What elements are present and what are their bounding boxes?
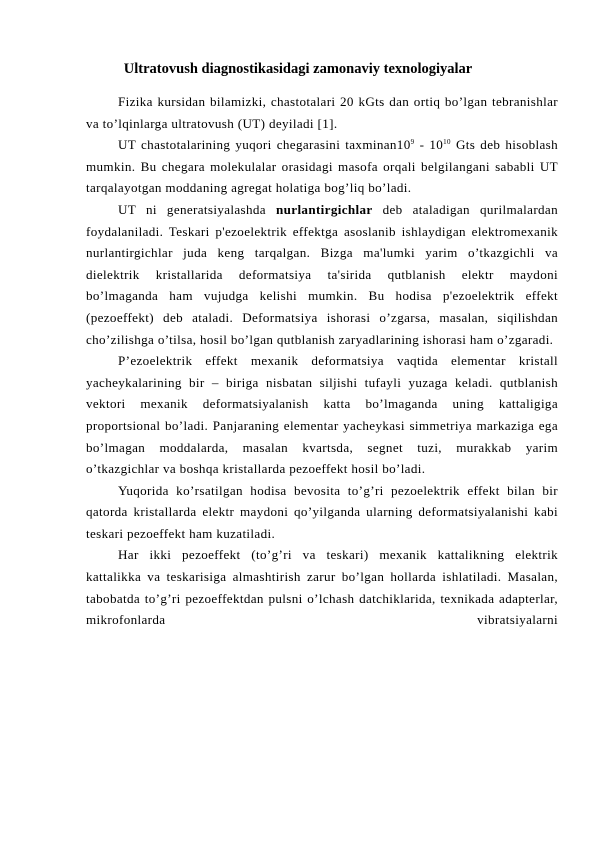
- paragraph-3-text-b: deb ataladigan qurilmalardan foydalaniladi. Teskari p'ezoelektrik effektga asoslanib ishlaydigan elektromexanik nurlantirgichlar juda keng tarqalgan. Bizga ma'lumki yarim o’tkazgichli va dielektrik kristallarida deformatsiya ta'sirida qutblanish elektr maydoni bo’lmaganda ham vujudga kelishi mumkin. Bu hodisa p'ezoelektrik effekt (pezoeffekt) deb ataladi. Deformatsiya ishorasi o’zgarsa, masalan, siqilishdan cho’zilishga o’tilsa, hosil bo’lgan qutblanish zaryadlarining ishorasi ham o’zgaradi.: [86, 201, 558, 347]
- bold-term: nurlantirgichlar: [276, 201, 373, 217]
- paragraph-2-text-c: Gts deb hisoblash mumkin. Bu chegara molekulalar orasidagi masofa orqali belgilangani sababli UT tarqalayotgan moddaning agregat holatiga bog’liq bo’ladi.: [86, 137, 558, 196]
- paragraph-4: P’ezoelektrik effekt mexanik deformatsiya vaqtida elementar kristall yacheykalarining bir – biriga nisbatan siljishi tufayli yuzaga keladi. qutblanish vektori mexanik deformatsiyalanish katta bo’lmaganda uning kattaligiga proportsional bo’ladi. Panjaraning elementar yacheykasi simmetriya markaziga ega bo’lmagan moddalarda, masalan kvartsda, segnet tuzi, murakkab yarim o’tkazgichlar va boshqa kristallarda pezoeffekt hosil bo’ladi.: [86, 353, 558, 477]
- paragraph-3: [86, 199, 558, 350]
- paragraph-6: Har ikki pezoeffekt (to’g’ri va teskari) mexanik kattalikning elektrik kattalikka va teskarisiga almashtirish zarur bo’lgan hollarda ishlatiladi. Masalan, tabobatda to’g’ri pezoeffektdan pulsni o’lchash datchiklarida, texnikada adapterlar, mikrofonlarda vibratsiyalarni: [86, 547, 558, 628]
- paragraph-3-text-a: UT ni generatsiyalashda: [118, 201, 277, 217]
- exponent-10: 10: [443, 138, 451, 147]
- page-title: Ultratovush diagnostikasidagi zamonaviy texnologiyalar: [123, 61, 473, 77]
- exponent-9: 9: [410, 138, 415, 147]
- paragraph-5: Yuqorida ko’rsatilgan hodisa bevosita to’g’ri pezoelektrik effekt bilan bir qatorda kristallarda elektr maydoni qo’yilganda ularning deformatsiyalanishi kabi teskari pezoeffekt ham kuzatiladi.: [86, 482, 558, 541]
- paragraph-2: [86, 134, 558, 199]
- paragraph-1: Fizika kursidan bilamizki, chastotalari 20 kGts dan ortiq bo’lgan tebranishlar va to’lqinlarga ultratovush (UT) deyiladi [1].: [86, 94, 558, 131]
- document-body: [86, 91, 558, 631]
- paragraph-2-text-a: UT chastotalarining yuqori chegarasini taxminan10: [118, 137, 411, 153]
- paragraph-2-text-b: - 10: [414, 137, 444, 153]
